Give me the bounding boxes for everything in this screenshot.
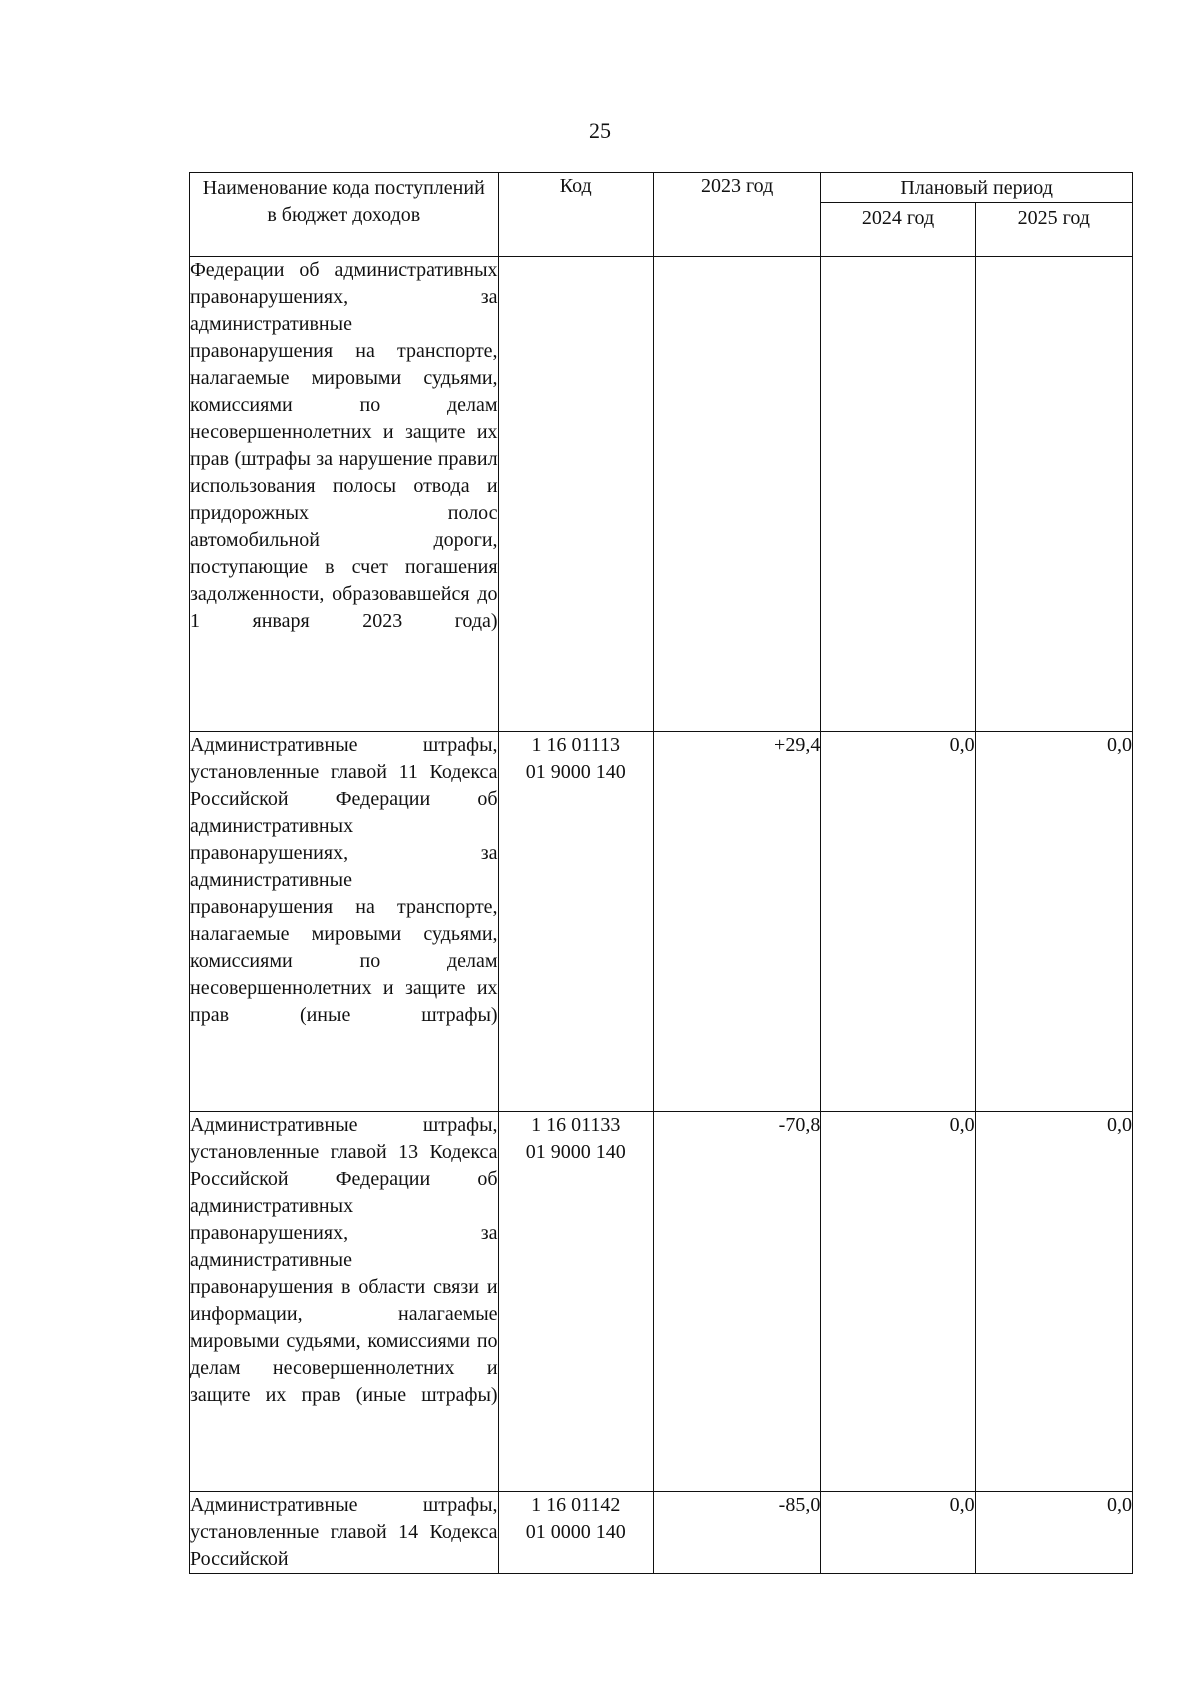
row-value-2024: 0,0 bbox=[821, 1492, 975, 1574]
row-value-2024 bbox=[821, 257, 975, 732]
row-name-text: Административные штрафы, установленные главой 13 Кодекса Российской Федерации об административных правонарушениях, за административные правонарушения в области связи и информации, налагаемые мировыми судьями, комиссиями по делам несовершеннолетних и защите их прав (иные штрафы) bbox=[190, 1114, 498, 1406]
row-name-cell bbox=[190, 1112, 499, 1492]
row-code-line1: 1 16 01133 bbox=[531, 1114, 621, 1136]
row-name-cell bbox=[190, 732, 499, 1112]
row-name-text: Федерации об административных правонарушениях, за административные правонарушения на транспорте, налагаемые мировыми судьями, комиссиями по делам несовершеннолетних и защите их прав (штрафы за нарушение правил использования полосы отвода и придорожных полос автомобильной дороги, поступающие в счет погашения задолженности, образовавшейся до 1 января 2023 года) bbox=[190, 259, 498, 632]
row-value-2025: 0,0 bbox=[975, 1492, 1132, 1574]
row-code-cell bbox=[498, 732, 653, 1112]
row-value-2025: 0,0 bbox=[975, 1112, 1132, 1492]
column-header-code: Код bbox=[498, 173, 653, 257]
column-header-2025: 2025 год bbox=[975, 203, 1132, 257]
page-number: 25 bbox=[589, 118, 611, 143]
row-value-2023 bbox=[653, 257, 820, 732]
table-header-row bbox=[190, 173, 1133, 203]
row-name-cell bbox=[190, 1492, 499, 1574]
row-value-2024: 0,0 bbox=[821, 732, 975, 1112]
row-name-cell bbox=[190, 257, 499, 732]
row-name-text: Административные штрафы, установленные главой 14 Кодекса Российской bbox=[190, 1494, 498, 1570]
row-code-line1: 1 16 01113 bbox=[531, 734, 620, 756]
row-value-2023: -85,0 bbox=[653, 1492, 820, 1574]
row-code-cell bbox=[498, 1492, 653, 1574]
row-code-line2: 01 0000 140 bbox=[525, 1521, 626, 1543]
table-row bbox=[190, 1492, 1133, 1574]
row-code-line2: 01 9000 140 bbox=[525, 1141, 626, 1163]
table-row bbox=[190, 257, 1133, 732]
row-code-cell bbox=[498, 1112, 653, 1492]
row-code-line1: 1 16 01142 bbox=[531, 1494, 621, 1516]
row-code-cell bbox=[498, 257, 653, 732]
column-header-2023: 2023 год bbox=[653, 173, 820, 257]
row-value-2025: 0,0 bbox=[975, 732, 1132, 1112]
row-code-line2: 01 9000 140 bbox=[525, 761, 626, 783]
row-value-2024: 0,0 bbox=[821, 1112, 975, 1492]
row-value-2023: +29,4 bbox=[653, 732, 820, 1112]
table-row bbox=[190, 732, 1133, 1112]
row-name-text: Административные штрафы, установленные главой 11 Кодекса Российской Федерации об административных правонарушениях, за административные правонарушения на транспорте, налагаемые мировыми судьями, комиссиями по делам несовершеннолетних и защите их прав (иные штрафы) bbox=[190, 734, 498, 1026]
row-value-2023: -70,8 bbox=[653, 1112, 820, 1492]
row-value-2025 bbox=[975, 257, 1132, 732]
table-row bbox=[190, 1112, 1133, 1492]
column-header-planned-period: Плановый период bbox=[821, 173, 1133, 203]
budget-revenue-table bbox=[189, 172, 1133, 1574]
column-header-2024: 2024 год bbox=[821, 203, 975, 257]
column-header-name: Наименование кода поступлений в бюджет доходов bbox=[190, 173, 499, 257]
